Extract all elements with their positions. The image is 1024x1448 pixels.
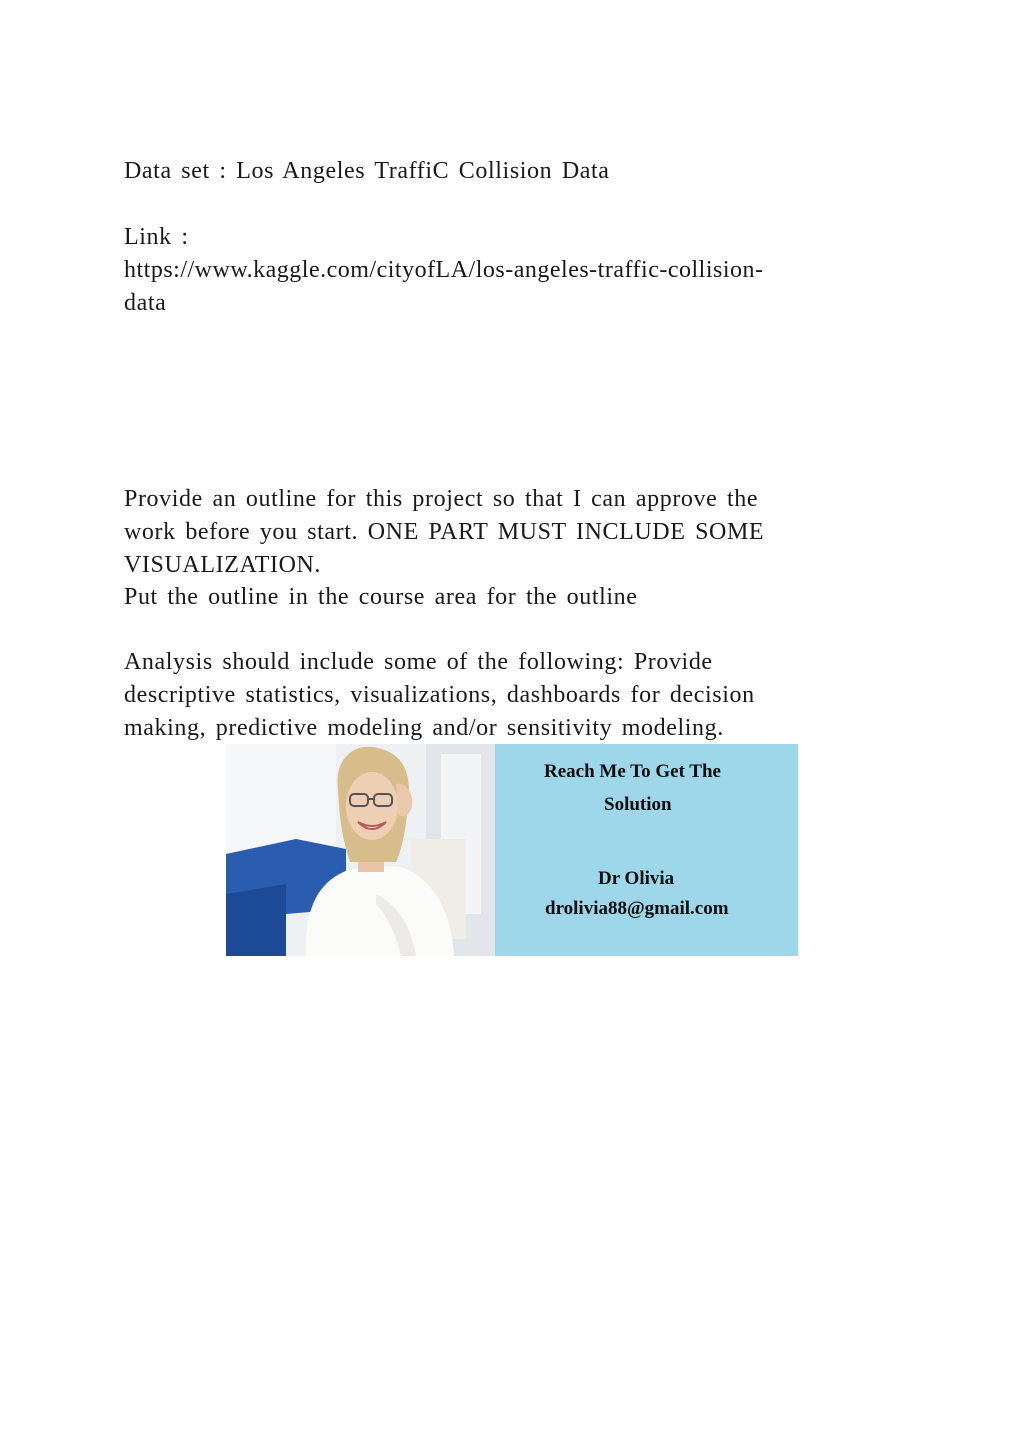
advert-headline-continued: Solution xyxy=(604,794,672,815)
contact-advert-banner xyxy=(226,744,798,956)
analysis-line: making, predictive modeling and/or sensitivity modeling. xyxy=(124,715,724,741)
analysis-line: descriptive statistics, visualizations, dashboards for decision xyxy=(124,682,755,708)
woman-photo xyxy=(226,744,495,956)
instruction-line: VISUALIZATION. xyxy=(124,552,322,578)
instruction-line: Provide an outline for this project so that I can approve the xyxy=(124,486,759,512)
link-label: Link : xyxy=(124,224,189,250)
contact-name: Dr Olivia xyxy=(598,868,675,889)
link-url[interactable]: https://www.kaggle.com/cityofLA/los-angeles-traffic-collision- xyxy=(124,257,764,283)
contact-panel xyxy=(495,744,798,956)
link-url-continuation[interactable]: data xyxy=(124,290,167,316)
dataset-title: Data set : Los Angeles TraffiC Collision Data xyxy=(124,158,610,184)
analysis-line: Analysis should include some of the following: Provide xyxy=(124,649,713,675)
instruction-line: work before you start. ONE PART MUST INCLUDE SOME xyxy=(124,519,765,545)
advert-headline: Reach Me To Get The xyxy=(544,761,721,782)
contact-email[interactable]: drolivia88@gmail.com xyxy=(545,898,729,919)
instruction-line: Put the outline in the course area for the outline xyxy=(124,584,638,610)
